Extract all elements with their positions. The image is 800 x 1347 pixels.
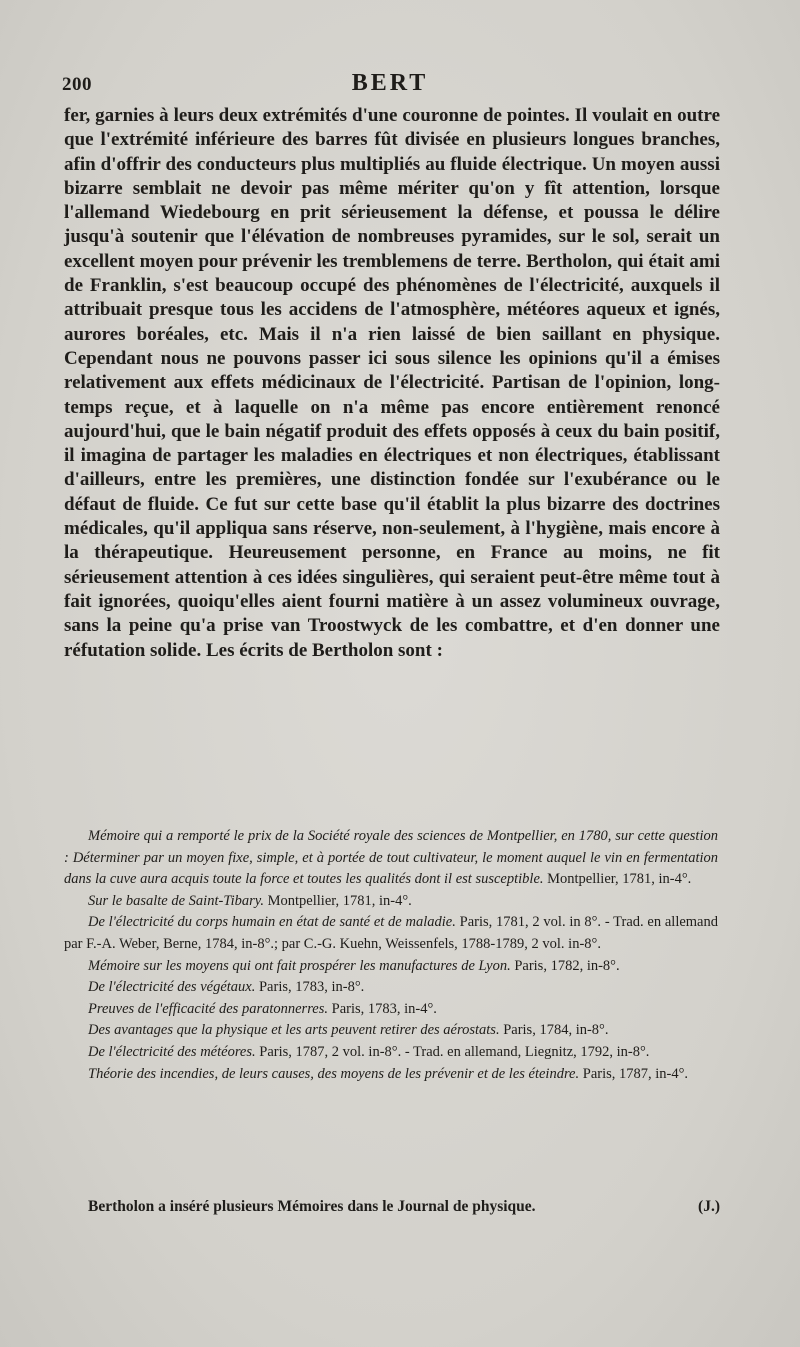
entry-title: Preuves de l'efficacité des paratonnerres.	[88, 1000, 329, 1017]
entry-meta: Paris, 1784, in-8°.	[503, 1022, 609, 1039]
page-header	[62, 70, 718, 100]
bibliography-entry	[64, 977, 718, 999]
entry-title: Sur le basalte de Saint-Tibary.	[88, 892, 265, 909]
bibliography-entry	[64, 1042, 718, 1064]
bibliography-list	[64, 826, 718, 1085]
footnote-mark: (J.)	[698, 1198, 720, 1215]
entry-title: De l'électricité des végétaux.	[88, 979, 256, 996]
closing-line	[64, 1196, 720, 1218]
entry-title: De l'électricité des météores.	[88, 1043, 256, 1060]
bibliography-entry	[64, 999, 718, 1021]
entry-meta: Paris, 1783, in-4°.	[331, 1000, 437, 1017]
entry-meta: Montpellier, 1781, in-4°.	[267, 892, 412, 909]
entry-title: Mémoire sur les moyens qui ont fait prospérer les manufactures de Lyon.	[88, 957, 511, 974]
main-paragraph	[64, 104, 720, 663]
running-head: BERT	[351, 70, 429, 96]
page-number: 200	[62, 74, 92, 95]
bibliography-entry	[64, 956, 718, 978]
bibliography-entry	[64, 826, 718, 891]
paragraph-text: fer, garnies à leurs deux extrémités d'une couronne de pointes. Il voulait en outre que l'extrémité inférieure des barres fût divisée en plusieurs longues branches, afin d'offrir des conducteurs plus multipliés au fluide électrique. Un moyen aussi bizarre semblait ne devoir pas même mériter qu'on y fît attention, lorsque l'allemand Wiedebourg en prit sérieusement la défense, et poussa le délire jusqu'à soutenir que l'élévation de nombreuses pyramides, sur le sol, serait un excellent moyen pour prévenir les tremblemens de terre. Bertholon, qui était ami de Franklin, s'est beaucoup occupé des phénomènes de l'électricité, auxquels il attribuait presque tous les accidens de l'atmosphère, météores aqueux et ignés, aurores boréales, etc. Mais il n'a rien laissé de bien saillant en physique. Cependant nous ne pouvons passer ici sous silence les opinions qu'il a émises relativement aux effets médicinaux de l'électricité. Partisan de l'opinion, long-temps reçue, et à laquelle on n'a même pas encore entièrement renoncé aujourd'hui, que le bain négatif produit des effets opposés à ceux du bain positif, il imagina de partager les maladies en électriques et non électriques, établissant d'ailleurs, entre les premières, une distinction fondée sur l'exubérance ou le défaut de fluide. Ce fut sur cette base qu'il établit la plus bizarre des doctrines médicales, qu'il appliqua sans réserve, non-seulement, à l'hygiène, mais encore à la thérapeutique. Heureusement personne, en France au moins, ne fit sérieusement attention à ces idées singulières, qui seraient peut-être même tout à fait ignorées, quoiqu'elles aient fourni matière à un assez volumineux ouvrage, sans la peine qu'a prise van Troostwyck de les combattre, et d'en donner une réfutation solide. Les écrits de Bertholon sont :	[64, 105, 720, 661]
bibliography-entry	[64, 1064, 718, 1086]
entry-meta: Paris, 1787, 2 vol. in-8°. - Trad. en allemand, Liegnitz, 1792, in-8°.	[259, 1043, 650, 1060]
entry-meta: Paris, 1783, in-8°.	[258, 979, 365, 996]
closing-text: Bertholon a inséré plusieurs Mémoires dans le Journal de physique.	[88, 1198, 536, 1215]
entry-meta: Paris, 1787, in-4°.	[582, 1065, 689, 1082]
entry-meta: Paris, 1781, 2 vol. in 8°. - Trad. en allemand par F.-A. Weber, Berne, 1784, in-8°.; par C.-G. Kuehn, Weissenfels, 1788-1789, 2 vol. in-8°.	[64, 914, 718, 952]
entry-title: Des avantages que la physique et les arts peuvent retirer des aérostats.	[88, 1022, 500, 1039]
entry-meta: Montpellier, 1781, in-4°.	[547, 871, 692, 888]
entry-title: Théorie des incendies, de leurs causes, des moyens de les prévenir et de les éteindre.	[88, 1065, 580, 1082]
bibliography-entry	[64, 891, 718, 913]
entry-meta: Paris, 1782, in-8°.	[514, 957, 620, 974]
bibliography-entry	[64, 912, 718, 955]
bibliography-entry	[64, 1020, 718, 1042]
entry-title: De l'électricité du corps humain en état de santé et de maladie.	[88, 914, 456, 931]
entry-title: Mémoire qui a remporté le prix de la Société royale des sciences de Montpellier, en 1780, sur cette question : Déterminer par un moyen fixe, simple, et à portée de tout cultivateur, le moment auquel le vin en fermentation dans la cuve aura acquis toute la force et toutes les qualités dont il est susceptible.	[64, 828, 718, 888]
